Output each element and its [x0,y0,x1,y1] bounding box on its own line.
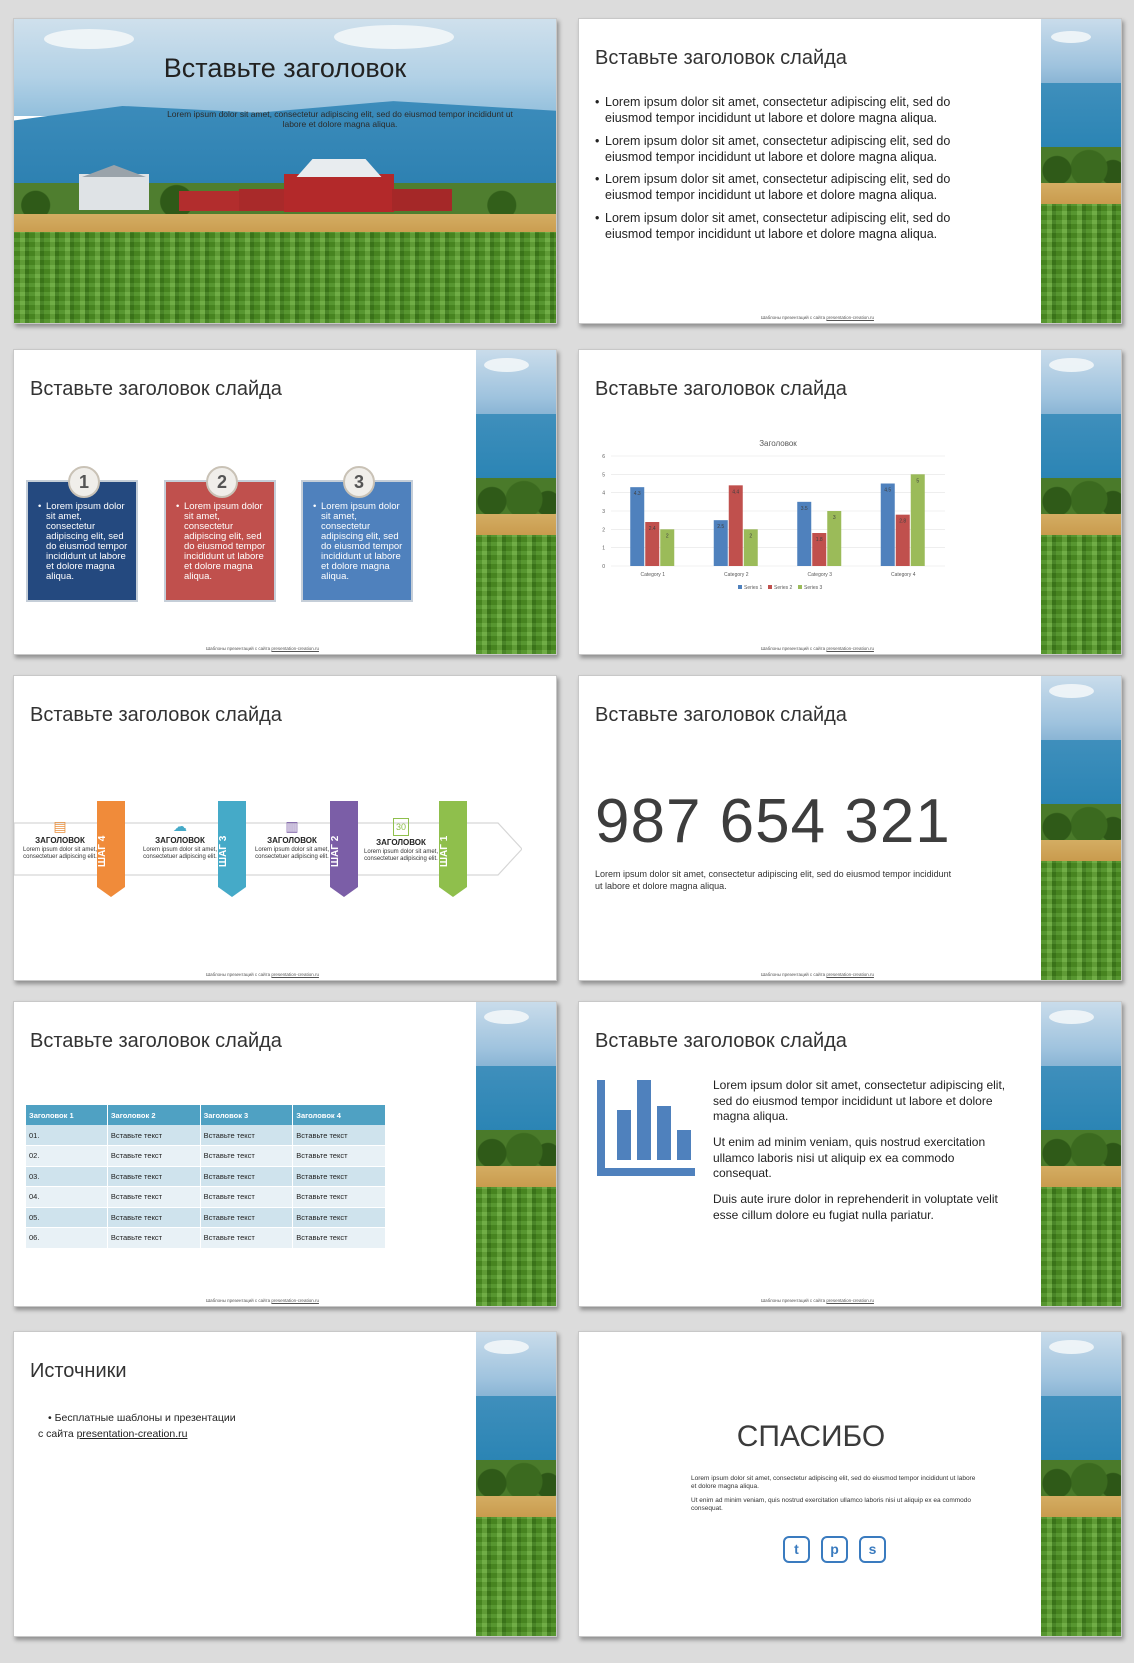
data-label: 1.8 [815,537,823,543]
card-number: 2 [206,466,238,498]
data-label: 2 [665,533,669,540]
chart-title: Заголовок [759,439,797,448]
step-info-2: ▥ ЗАГОЛОВОК Lorem ipsum dolor sit amet, consectetuer adipiscing elit. [252,818,332,861]
slide-footer: Шаблоны презентаций с сайта presentation-creation.ru [206,646,319,651]
data-label: 3.5 [800,505,808,512]
data-label: 5 [916,478,920,485]
step-ribbon-2: ШАГ 2 [330,801,358,897]
legend-swatch [738,585,742,589]
footer-link[interactable]: presentation-creation.ru [271,1298,319,1303]
pinterest-icon[interactable]: p [821,1536,848,1563]
source-link[interactable]: presentation-creation.ru [76,1428,188,1441]
number-caption: Lorem ipsum dolor sit amet, consectetur adipiscing elit, sed do eiusmod tempor incididunt ut labore et dolore magna aliqua. [595,869,952,891]
numbered-card-1 [26,472,138,602]
paragraph: Ut enim ad minim veniam, quis nostrud exercitation ullamco laboris nisi ut aliquip ex ea commodo consequat. [713,1135,986,1181]
landscape-strip-image [1041,1002,1121,1306]
slide-footer: Шаблоны презентаций с сайта presentation-creation.ru [761,972,874,977]
folders-icon: ▥ [285,818,299,834]
thanks-text: Ut enim ad minim veniam, quis nostrud exercitation ullamco laboris nisi ut aliquip ex ea commodo consequat. [691,1497,971,1513]
card-text: • Lorem ipsum dolor sit amet, consectetur adipiscing elit, sed do eiusmod tempor incididunt ut labore et dolore magna aliqua. [172,502,268,582]
table-row: 01. Вставьте текст Вставьте текст Вставьте текст [26,1125,386,1146]
bar [630,487,644,566]
slide-title: Вставьте заголовок слайда [595,47,847,69]
bar [911,474,925,566]
step-ribbon-4: ШАГ 4 [97,801,125,897]
slide-8[interactable] [578,1001,1122,1307]
data-label: 2 [749,533,753,540]
slide-title: Источники [30,1360,127,1382]
skype-icon[interactable]: s [859,1536,886,1563]
landscape-strip-image [1041,676,1121,980]
table-row: 02. Вставьте текст Вставьте текст Вставьте текст [26,1146,386,1167]
data-label: 4.5 [884,487,892,494]
legend-label: Series 3 [804,585,823,591]
landscape-strip-image [1041,350,1121,654]
data-label: 2.5 [717,524,725,531]
bar-chart-icon [597,1080,695,1176]
source-text: Бесплатные шаблоны и презентации [54,1412,236,1424]
table-row: 06. Вставьте текст Вставьте текст Вставьте текст [26,1228,386,1249]
slide-footer: Шаблоны презентаций с сайта presentation-creation.ru [761,1298,874,1303]
table-row: 04. Вставьте текст Вставьте текст Вставьте текст [26,1187,386,1208]
x-tick-label: Category 2 [724,572,749,578]
data-label: 4.4 [732,489,740,496]
slide-title: Вставьте заголовок слайда [595,704,847,726]
slide-title: Вставьте заголовок слайда [30,378,282,400]
card-text: • Lorem ipsum dolor sit amet, consectetur adipiscing elit, sed do eiusmod tempor incididunt ut labore et dolore magna aliqua. [34,502,130,582]
bullet-item: • Lorem ipsum dolor sit amet, consectetur adipiscing elit, sed do eiusmod tempor incididunt ut labore et dolore magna aliqua. [595,171,995,204]
slide-6[interactable] [578,675,1122,981]
slide-title: Вставьте заголовок слайда [595,1030,847,1052]
slide-footer: Шаблоны презентаций с сайта presentation-creation.ru [206,972,319,977]
y-tick-label: 2 [602,527,605,534]
step-info-4: ▤ ЗАГОЛОВОК Lorem ipsum dolor sit amet, consectetuer adipiscing elit. [20,818,100,861]
table-row: 03. Вставьте текст Вставьте текст Вставьте текст [26,1166,386,1187]
legend-swatch [768,585,772,589]
data-label: 2.4 [648,526,656,532]
footer-link[interactable]: presentation-creation.ru [271,646,319,651]
landscape-strip-image [476,1002,556,1306]
slide-2[interactable] [578,18,1122,324]
y-tick-label: 5 [602,472,605,479]
cloud-icon: ☁ [173,818,187,834]
slide-footer: Шаблоны презентаций с сайта presentation-creation.ru [206,1298,319,1303]
footer-link[interactable]: presentation-creation.ru [271,972,319,977]
slide-10[interactable] [578,1331,1122,1637]
slide-4[interactable] [578,349,1122,655]
document-icon: ▤ [53,818,67,834]
slide-1[interactable] [13,18,557,324]
bullet-item: • Lorem ipsum dolor sit amet, consectetur adipiscing elit, sed do eiusmod tempor incididunt ut labore et dolore magna aliqua. [595,210,995,243]
x-tick-label: Category 3 [807,572,832,578]
thanks-title: СПАСИБО [736,1420,886,1453]
bullet-item: • Lorem ipsum dolor sit amet, consectetur adipiscing elit, sed do eiusmod tempor incididunt ut labore et dolore magna aliqua. [595,133,995,166]
table-header-row: Заголовок 1 Заголовок 2 Заголовок 3 Заголовок 4 [26,1105,386,1125]
y-tick-label: 0 [602,564,605,570]
step-info-1: 30 ЗАГОЛОВОК Lorem ipsum dolor sit amet, consectetuer adipiscing elit. [361,818,441,863]
bar-chart [589,438,969,598]
slide-footer: Шаблоны презентаций с сайта presentation-creation.ru [761,646,874,651]
slide-title: Вставьте заголовок слайда [595,378,847,400]
slide-9[interactable] [13,1331,557,1637]
step-ribbon-3: ШАГ 3 [218,801,246,897]
bullet-item: • Lorem ipsum dolor sit amet, consectetur adipiscing elit, sed do eiusmod tempor incididunt ut labore et dolore magna aliqua. [595,94,995,127]
y-tick-label: 6 [602,454,605,460]
y-tick-label: 4 [602,490,605,497]
slide-3[interactable] [13,349,557,655]
data-label: 3 [832,515,836,521]
big-number: 987 654 321 [595,787,951,856]
numbered-card-3 [301,472,413,602]
footer-link[interactable]: presentation-creation.ru [826,315,874,320]
slide-7[interactable] [13,1001,557,1307]
footer-link[interactable]: presentation-creation.ru [826,1298,874,1303]
data-label: 2.8 [899,518,907,525]
card-text: • Lorem ipsum dolor sit amet, consectetur adipiscing elit, sed do eiusmod tempor incididunt ut labore et dolore magna aliqua. [309,502,405,582]
legend-label: Series 2 [774,585,793,591]
slide-title: Вставьте заголовок слайда [30,1030,282,1052]
sources-list: • Бесплатные шаблоны и презентации с сайта presentation-creation.ru [38,1412,236,1441]
slide-title: Вставьте заголовок слайда [30,704,282,726]
table-row: 05. Вставьте текст Вставьте текст Вставьте текст [26,1207,386,1228]
legend-label: Series 1 [744,585,763,591]
landscape-strip-image [1041,1332,1121,1636]
slide-title: Вставьте заголовок [163,53,407,83]
step-info-3: ☁ ЗАГОЛОВОК Lorem ipsum dolor sit amet, consectetuer adipiscing elit. [140,818,220,861]
slide-subtitle: Lorem ipsum dolor sit amet, consectetur adipiscing elit, sed do eiusmod tempor incididunt ut labore et dolore magna aliqua. [167,109,513,130]
data-table [26,1105,386,1249]
bar [881,484,895,567]
data-label: 4.3 [633,491,641,498]
bar [729,485,743,566]
paragraph: Duis aute irure dolor in reprehenderit in voluptate velit esse cillum dolore eu fugiat nulla pariatur. [713,1192,998,1222]
x-tick-label: Category 4 [891,572,916,578]
card-number: 1 [68,466,100,498]
step-ribbon-1: ШАГ 1 [439,801,467,897]
footer-link[interactable]: presentation-creation.ru [826,646,874,651]
landscape-strip-image [1041,19,1121,323]
y-tick-label: 3 [602,509,605,515]
slide-footer: Шаблоны презентаций с сайта presentation-creation.ru [761,315,874,320]
y-tick-label: 1 [602,545,605,552]
x-tick-label: Category 1 [640,572,665,578]
twitter-icon[interactable]: t [783,1536,810,1563]
calendar-icon: 30 [393,818,409,836]
numbered-card-2 [164,472,276,602]
thanks-text: Lorem ipsum dolor sit amet, consectetur adipiscing elit, sed do eiusmod tempor incididunt ut labore et dolore magna aliqua. [691,1475,976,1491]
landscape-strip-image [476,1332,556,1636]
legend-swatch [798,585,802,589]
footer-link[interactable]: presentation-creation.ru [826,972,874,977]
slide-5[interactable] [13,675,557,981]
card-number: 3 [343,466,375,498]
paragraph: Lorem ipsum dolor sit amet, consectetur adipiscing elit, sed do eiusmod tempor incididunt ut labore et dolore magna aliqua. [713,1078,1006,1124]
landscape-strip-image [476,350,556,654]
bullet-list [595,94,995,248]
